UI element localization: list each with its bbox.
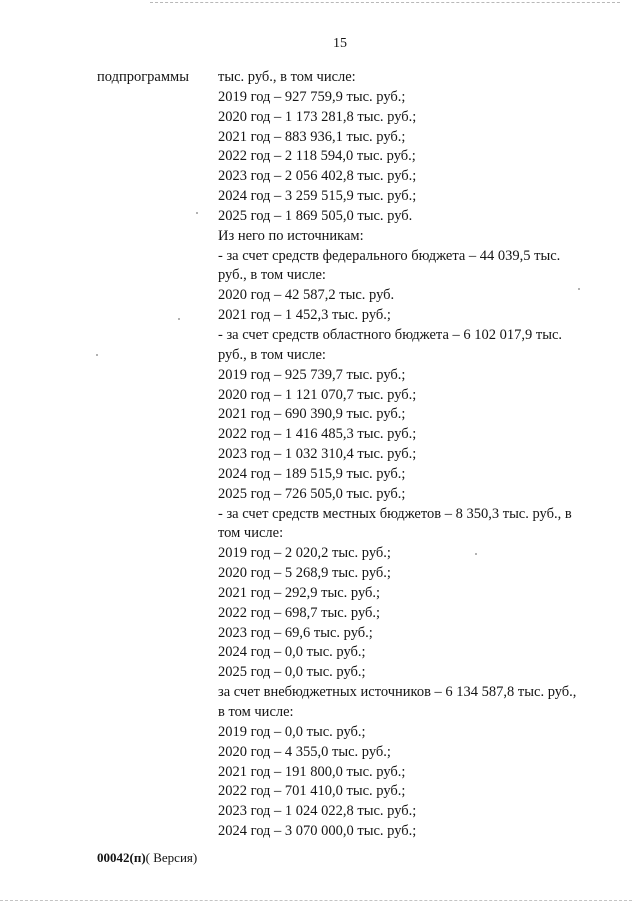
text-line: 2019 год – 2 020,2 тыс. руб.; [218, 545, 391, 562]
text-line: 2021 год – 883 936,1 тыс. руб.; [218, 128, 406, 145]
text-line: 2022 год – 701 410,0 тыс. руб.; [218, 783, 406, 800]
footer [97, 850, 197, 866]
scan-speck [475, 553, 477, 555]
text-line: Из него по источникам: [218, 227, 364, 244]
text-line: тыс. руб., в том числе: [218, 69, 356, 85]
text-line: 2022 год – 1 416 485,3 тыс. руб.; [218, 426, 417, 443]
text-line: 2023 год – 2 056 402,8 тыс. руб.; [218, 168, 417, 185]
text-line: руб., в том числе: [218, 346, 326, 363]
text-line: 2024 год – 3 259 515,9 тыс. руб.; [218, 188, 417, 205]
text-line: 2022 год – 698,7 тыс. руб.; [218, 604, 381, 621]
text-line: 2021 год – 292,9 тыс. руб.; [218, 584, 381, 601]
text-line: 2024 год – 3 070 000,0 тыс. руб.; [218, 823, 417, 840]
text-line: 2024 год – 189 515,9 тыс. руб.; [218, 465, 406, 482]
text-line: за счет внебюджетных источников – 6 134 587,8 тыс. руб., [218, 684, 577, 701]
top-scan-edge [150, 2, 620, 3]
text-line: 2021 год – 690 390,9 тыс. руб.; [218, 406, 406, 423]
text-line: в том числе: [218, 704, 294, 720]
scan-speck [178, 318, 180, 320]
funding-text-column [218, 68, 598, 842]
text-line: 2020 год – 1 121 070,7 тыс. руб.; [218, 386, 417, 403]
text-line: 2020 год – 1 173 281,8 тыс. руб.; [218, 108, 417, 125]
row-label: подпрограммы [97, 69, 189, 85]
text-line: 2025 год – 1 869 505,0 тыс. руб. [218, 207, 413, 224]
text-line: 2019 год – 925 739,7 тыс. руб.; [218, 366, 406, 383]
text-line: 2025 год – 0,0 тыс. руб.; [218, 664, 366, 681]
text-line: - за счет средств местных бюджетов – 8 350,3 тыс. руб., в [218, 505, 572, 522]
text-line: 2022 год – 2 118 594,0 тыс. руб.; [218, 148, 416, 165]
document-version: ( Версия) [145, 850, 198, 865]
text-line: 2020 год – 4 355,0 тыс. руб.; [218, 743, 391, 760]
text-line: - за счет средств федерального бюджета – 44 039,5 тыс. [218, 247, 561, 264]
scan-speck [578, 288, 580, 290]
text-line: 2025 год – 726 505,0 тыс. руб.; [218, 485, 406, 502]
text-line: 2020 год – 5 268,9 тыс. руб.; [218, 565, 391, 582]
text-line: 2023 год – 69,6 тыс. руб.; [218, 624, 373, 641]
page-number: 15 [333, 36, 347, 51]
text-line: 2023 год – 1 024 022,8 тыс. руб.; [218, 803, 417, 820]
text-line: 2021 год – 1 452,3 тыс. руб.; [218, 307, 391, 324]
text-line: 2020 год – 42 587,2 тыс. руб. [218, 287, 395, 304]
text-line: 2023 год – 1 032 310,4 тыс. руб.; [218, 446, 417, 463]
scan-speck [196, 212, 198, 214]
text-line: руб., в том числе: [218, 267, 326, 284]
scan-speck [96, 354, 98, 356]
text-line: том числе: [218, 525, 284, 542]
text-line: 2024 год – 0,0 тыс. руб.; [218, 644, 366, 661]
text-line: - за счет средств областного бюджета – 6 102 017,9 тыс. [218, 326, 563, 343]
text-line: 2021 год – 191 800,0 тыс. руб.; [218, 763, 406, 780]
bottom-scan-edge [0, 900, 632, 901]
text-line: 2019 год – 927 759,9 тыс. руб.; [218, 88, 406, 105]
document-code: 00042(п) [97, 850, 146, 865]
text-line: 2019 год – 0,0 тыс. руб.; [218, 723, 366, 740]
